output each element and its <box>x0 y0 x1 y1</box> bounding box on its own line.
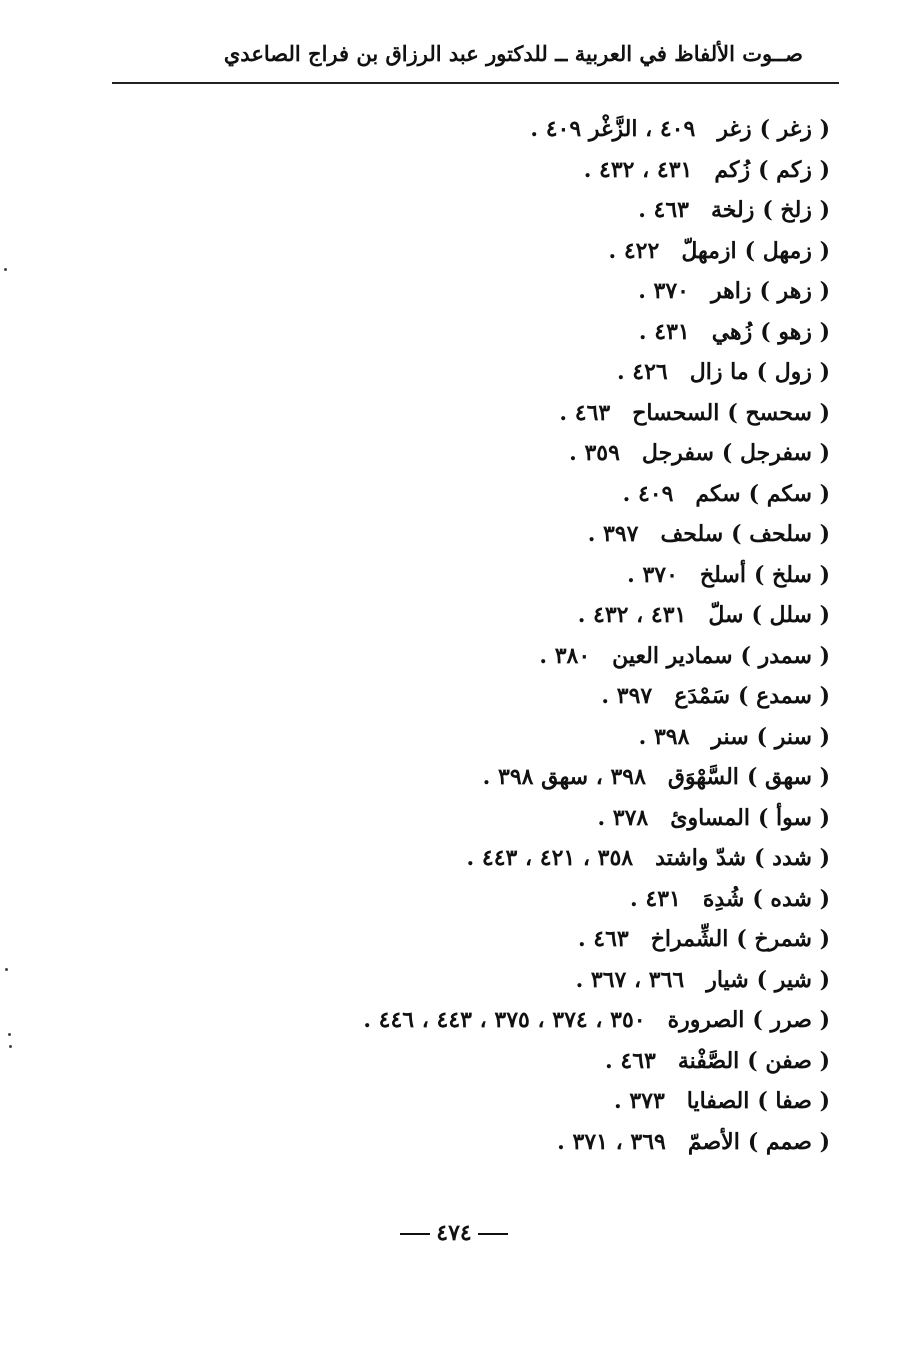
entry-page-refs: ٤٣١ ، ٤٣٢ . <box>583 156 693 183</box>
entry-word: سلحف <box>660 521 724 547</box>
index-entry <box>270 316 830 357</box>
entry-word: سلّ <box>708 602 744 628</box>
index-entry <box>270 721 830 762</box>
index-entry <box>270 1045 830 1086</box>
entry-root: ( سمدع ) <box>738 683 830 709</box>
index-entry <box>270 680 830 721</box>
page-number: ٤٧٤ <box>436 1220 472 1246</box>
entry-page-refs: ٤٦٣ . <box>559 399 611 426</box>
entry-word: سَمْدَع <box>674 683 731 709</box>
margin-mark <box>5 968 8 971</box>
entry-word: زغر <box>717 116 752 142</box>
entry-word: سمادير العين <box>612 642 733 669</box>
entry-word: زُهي <box>711 318 753 345</box>
index-entry <box>270 113 830 154</box>
entry-root: ( زهو ) <box>760 318 830 345</box>
entry-word: زاهر <box>711 278 752 304</box>
entry-page-refs: ٤٣١ . <box>630 885 681 912</box>
entry-word: الصَّفْنة <box>677 1047 740 1074</box>
entry-page-refs: ٤٠٩ . <box>622 480 674 507</box>
margin-mark <box>8 1033 11 1036</box>
entry-word: ما زال <box>689 359 749 385</box>
entry-root: ( شده ) <box>752 885 830 912</box>
index-entry <box>270 356 830 397</box>
entry-root: ( صفا ) <box>757 1088 830 1114</box>
entry-root: ( سلخ ) <box>753 561 830 588</box>
index-entry <box>270 842 830 883</box>
index-entry <box>270 761 830 802</box>
entry-page-refs: ٣٥٩ . <box>569 440 620 466</box>
entry-root: ( سمدر ) <box>740 642 830 669</box>
entry-word: شيار <box>706 966 749 993</box>
footer-dash-left <box>400 1233 430 1235</box>
entry-page-refs: ٣٩٨ ، سهق ٣٩٨ . <box>482 764 646 790</box>
entry-page-refs: ٣٧٠ . <box>627 561 678 588</box>
header-rule <box>112 82 839 84</box>
entry-root: ( زكم ) <box>758 156 830 183</box>
entry-word: زلخة <box>711 197 755 223</box>
entry-word: الصرورة <box>667 1007 745 1033</box>
index-entry <box>270 518 830 559</box>
entry-word: ازمهلّ <box>681 237 737 264</box>
footer-dash-right <box>478 1233 508 1235</box>
entry-word: سكم <box>695 480 741 507</box>
index-entry <box>270 964 830 1005</box>
index-entry <box>270 599 830 640</box>
page-footer <box>0 1218 908 1248</box>
index-entry <box>270 235 830 276</box>
entry-root: ( سكم ) <box>748 480 830 507</box>
index-entry <box>270 275 830 316</box>
entry-page-refs: ٣٥٠ ، ٣٧٤ ، ٣٧٥ ، ٤٤٣ ، ٤٤٦ . <box>363 1007 646 1033</box>
index-entry <box>270 883 830 924</box>
index-entry <box>270 640 830 681</box>
index-entry <box>270 478 830 519</box>
entry-page-refs: ٤٣١ . <box>638 318 690 345</box>
running-header-title: صــوت الألفاظ في العربية ــ للدكتور عبد الرزاق بن فراج الصاعدي <box>223 41 803 66</box>
index-entry <box>270 1085 830 1126</box>
entry-word: زُكم <box>714 156 751 183</box>
entry-page-refs: ٤٠٩ ، الزَّغْر ٤٠٩ . <box>530 116 696 142</box>
entry-page-refs: ٣٨٠ . <box>539 642 591 669</box>
index-entry-list <box>270 113 830 1166</box>
entry-page-refs: ٣٧٣ . <box>614 1088 665 1114</box>
entry-root: ( صفن ) <box>747 1047 830 1074</box>
index-entry <box>270 397 830 438</box>
index-entry <box>270 1126 830 1167</box>
index-entry <box>270 437 830 478</box>
entry-page-refs: ٣٩٧ . <box>587 521 639 547</box>
index-entry <box>270 194 830 235</box>
entry-word: أسلخ <box>699 561 746 588</box>
entry-word: الأصمّ <box>687 1128 740 1155</box>
entry-page-refs: ٤٢٢ . <box>608 237 660 264</box>
entry-root: ( صرر ) <box>752 1007 830 1033</box>
entry-root: ( سلل ) <box>751 602 830 628</box>
entry-word: السحساح <box>632 399 720 426</box>
entry-page-refs: ٤٦٣ . <box>605 1047 656 1074</box>
entry-page-refs: ٤٢٦ . <box>616 359 668 385</box>
entry-word: الصفايا <box>686 1088 750 1114</box>
entry-page-refs: ٣٧٨ . <box>597 804 649 831</box>
entry-page-refs: ٣٦٩ ، ٣٧١ . <box>557 1128 666 1155</box>
entry-root: ( زمهل ) <box>744 237 830 264</box>
entry-root: ( زلخ ) <box>762 197 830 223</box>
index-entry <box>270 802 830 843</box>
entry-root: ( زغر ) <box>759 116 830 142</box>
entry-page-refs: ٤٣١ ، ٤٣٢ . <box>577 602 687 628</box>
entry-page-refs: ٣٩٧ . <box>601 683 653 709</box>
entry-page-refs: ٤٦٣ . <box>638 197 689 223</box>
entry-root: ( شمرخ ) <box>736 926 830 952</box>
entry-root: ( زول ) <box>756 359 830 385</box>
entry-root: ( زهر ) <box>759 278 830 304</box>
entry-page-refs: ٣٥٨ ، ٤٢١ ، ٤٤٣ . <box>466 845 634 871</box>
margin-mark <box>9 1045 12 1048</box>
entry-root: ( سفرجل ) <box>721 440 830 466</box>
entry-page-refs: ٣٧٠ . <box>638 278 689 304</box>
entry-root: ( سوأ ) <box>757 804 830 831</box>
entry-page-refs: ٣٩٨ . <box>638 723 690 750</box>
entry-root: ( سلحف ) <box>731 521 830 547</box>
entry-root: ( سهق ) <box>746 764 830 790</box>
entry-root: ( سنر ) <box>756 723 830 750</box>
entry-root: ( شدد ) <box>754 845 830 871</box>
entry-word: شُدِهَ <box>702 885 745 912</box>
entry-word: السَّهْوَق <box>667 764 739 790</box>
entry-word: سنر <box>711 723 749 750</box>
entry-page-refs: ٤٦٣ . <box>577 926 629 952</box>
entry-word: المساوئ <box>670 804 750 831</box>
entry-word: الشِّمراخ <box>650 926 729 952</box>
entry-word: شدّ واشتد <box>655 845 747 871</box>
index-entry <box>270 154 830 195</box>
margin-mark <box>4 268 7 271</box>
index-entry <box>270 559 830 600</box>
entry-word: سفرجل <box>641 440 714 466</box>
entry-page-refs: ٣٦٦ ، ٣٦٧ . <box>575 966 685 993</box>
entry-root: ( سحسح ) <box>727 399 830 426</box>
index-entry <box>270 923 830 964</box>
entry-root: ( شير ) <box>756 966 830 993</box>
entry-root: ( صمم ) <box>747 1128 830 1155</box>
index-entry <box>270 1004 830 1045</box>
